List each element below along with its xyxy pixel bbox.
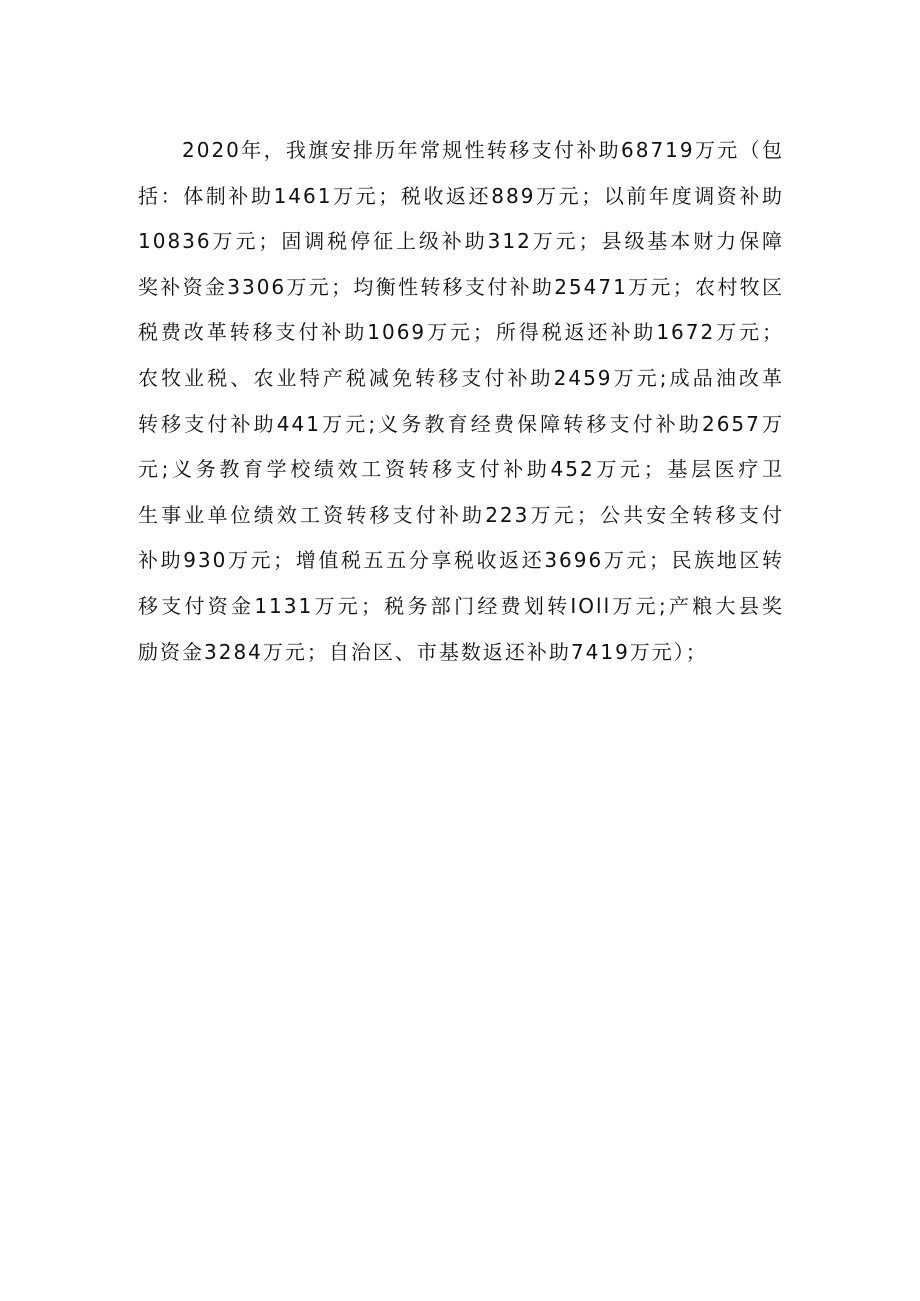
paragraph-line: 生事业单位绩效工资转移支付补助223万元；公共安全转移支付 (138, 502, 784, 527)
paragraph-line: 10836万元；固调税停征上级补助312万元；县级基本财力保障 (138, 229, 784, 254)
paragraph-line: 励资金3284万元；自治区、市基数返还补助7419万元）； (138, 639, 708, 664)
paragraph-line: 农牧业税、农业特产税减免转移支付补助2459万元;成品油改革 (138, 365, 784, 390)
paragraph-line: 元;义务教育学校绩效工资转移支付补助452万元；基层医疗卫 (138, 457, 784, 482)
paragraph-line: 转移支付补助441万元;义务教育经费保障转移支付补助2657万 (138, 411, 784, 436)
paragraph-line: 奖补资金3306万元；均衡性转移支付补助25471万元；农村牧区 (138, 274, 784, 299)
paragraph-line: 补助930万元；增值税五五分享税收返还3696万元；民族地区转 (138, 548, 784, 573)
paragraph-line: 移支付资金1131万元；税务部门经费划转IOll万元;产粮大县奖 (138, 593, 784, 618)
paragraph-line: 税费改革转移支付补助1069万元；所得税返还补助1672万元； (138, 320, 784, 345)
body-paragraph (138, 128, 784, 675)
paragraph-line: 2020年，我旗安排历年常规性转移支付补助68719万元（包 (182, 138, 784, 162)
paragraph-line: 括：体制补助1461万元；税收返还889万元；以前年度调资补助 (138, 183, 784, 208)
